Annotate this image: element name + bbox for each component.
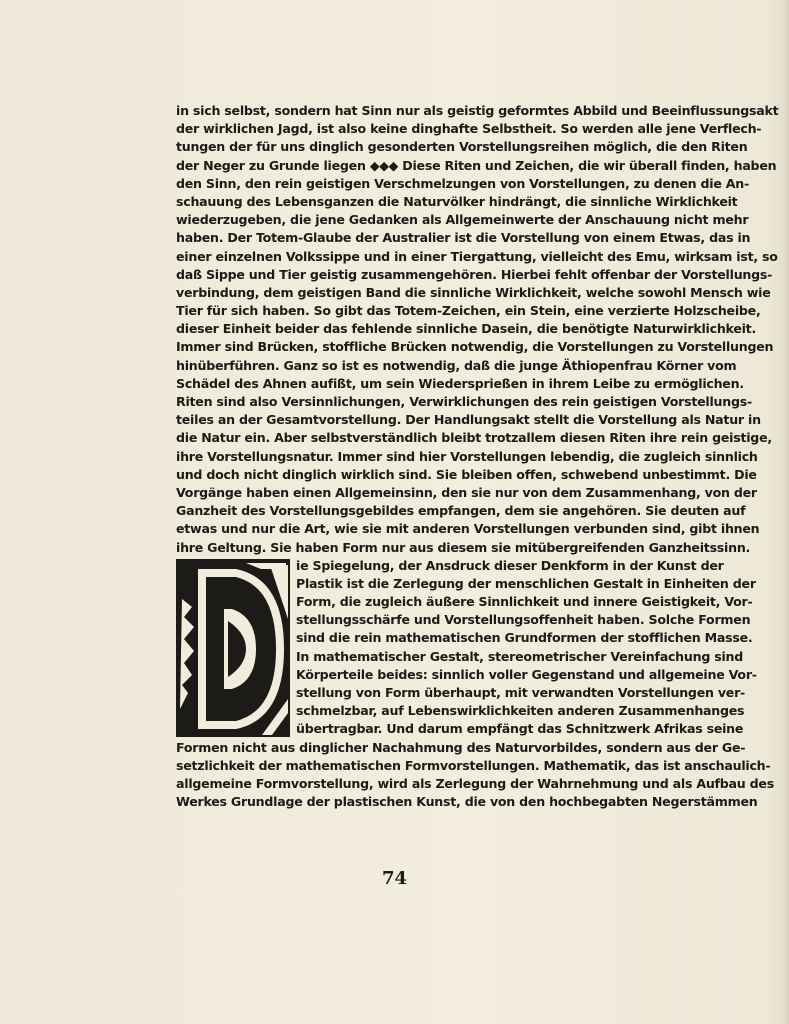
text-line: Plastik ist die Zerlegung der menschlichen Gestalt in Einheiten der (296, 575, 756, 591)
text-line: teiles an der Gesamtvorstellung. Der Handlungsakt stellt die Vorstellung als Natur in (176, 412, 761, 428)
text-line: Formen nicht aus dinglicher Nachahmung des Naturvorbildes, sondern aus der Ge- (176, 739, 746, 755)
text-line: stellung von Form überhaupt, mit verwandten Vorstellungen ver- (296, 685, 746, 700)
text-line: ihre Geltung. Sie haben Form nur aus diesem sie mitübergreifenden Ganzheitssinn. (176, 539, 751, 555)
text-line: schauung des Lebensganzen die Naturvölker hindrängt, die sinnliche Wirklichkeit (176, 193, 738, 209)
text-line: haben. Der Totem-Glaube der Australier ist die Vorstellung von einem Etwas, das in (176, 230, 751, 246)
text-line: sind die rein mathematischen Grundformen der stofflichen Masse. (296, 630, 753, 646)
text-line: dieser Einheit beider das fehlende sinnliche Dasein, die benötigte Naturwirklichkeit. (176, 321, 756, 337)
text-line: übertragbar. Und darum empfängt das Schnitzwerk Afrikas seine (296, 721, 744, 737)
text-line: Werkes Grundlage der plastischen Kunst, die von den hochbegabten Negerstämmen (176, 794, 758, 810)
woodcut-initial-d (176, 559, 290, 737)
text-line: den Sinn, den rein geistigen Verschmelzungen von Vorstellungen, zu denen die An- (176, 175, 749, 191)
text-line: wiederzugeben, die jene Gedanken als Allgemeinwerte der Anschauung nicht mehr (176, 212, 749, 228)
text-line: der Neger zu Grunde liegen ◆◆◆ Diese Riten und Zeichen, die wir überall finden, haben (176, 157, 777, 173)
text-line: Form, die zugleich äußere Sinnlichkeit und innere Geistigkeit, Vor- (296, 594, 753, 610)
dropcap-section (176, 557, 757, 739)
text-line: in sich selbst, sondern hat Sinn nur als geistig geformtes Abbild und Beeinflussungsakt (176, 103, 779, 118)
body-text (176, 102, 779, 811)
text-line: setzlichkeit der mathematischen Formvorstellungen. Mathematik, das ist anschaulich- (176, 757, 771, 773)
text-line: Schädel des Ahnen aufißt, um sein Wiedersprießen in ihrem Leibe zu ermöglichen. (176, 375, 744, 391)
text-line: einer einzelnen Volkssippe und in einer Tiergattung, vielleicht des Emu, wirksam ist, so (176, 248, 778, 264)
bottom-paragraph (176, 739, 774, 812)
text-line: Vorgänge haben einen Allgemeinsinn, den sie nur von dem Zusammenhang, von der (176, 484, 757, 500)
text-line: die Natur ein. Aber selbstverständlich bleibt trotzallem diesen Riten ihre rein geistige, (176, 430, 772, 446)
text-line: allgemeine Formvorstellung, wird als Zerlegung der Wahrnehmung und als Aufbau des (176, 776, 774, 792)
text-line: schmelzbar, auf Lebenswirklichkeiten anderen Zusammenhanges (296, 703, 745, 719)
text-line: Körperteile beides: sinnlich voller Gegenstand und allgemeine Vor- (296, 666, 757, 682)
text-line: daß Sippe und Tier geistig zusammengehören. Hierbei fehlt offenbar der Vorstellungs- (176, 266, 773, 282)
page-number: 74 (381, 868, 408, 889)
text-line: Riten sind also Versinnlichungen, Verwirklichungen des rein geistigen Vorstellungs- (176, 394, 752, 409)
text-line: der wirklichen Jagd, ist also keine dinghafte Selbstheit. So werden alle jene Verflech- (176, 121, 762, 137)
text-line: hinüberführen. Ganz so ist es notwendig, daß die junge Äthiopenfrau Körner vom (176, 357, 737, 373)
text-line: verbindung, dem geistigen Band die sinnliche Wirklichkeit, welche sowohl Mensch wie (176, 284, 771, 300)
text-line: ihre Vorstellungsnatur. Immer sind hier Vorstellungen lebendig, die zugleich sinnlich (176, 448, 758, 464)
text-line: Tier für sich haben. So gibt das Totem-Zeichen, ein Stein, eine verzierte Holzscheibe, (176, 303, 761, 319)
text-line: tungen der für uns dinglich gesonderten Vorstellungsreihen möglich, die den Riten (176, 139, 748, 155)
text-line: In mathematischer Gestalt, stereometrischer Vereinfachung sind (296, 648, 744, 664)
top-paragraph (176, 102, 779, 557)
text-line: ie Spiegelung, der Ansdruck dieser Denkform in der Kunst der (296, 557, 724, 573)
text-line: und doch nicht dinglich wirklich sind. Sie bleiben offen, schwebend unbestimmt. Die (176, 466, 757, 482)
text-line: Ganzheit des Vorstellungsgebildes empfangen, dem sie angehören. Sie deuten auf (176, 503, 746, 519)
text-line: etwas und nur die Art, wie sie mit anderen Vorstellungen verbunden sind, gibt ihnen (176, 521, 760, 537)
text-line: stellungsschärfe und Vorstellungsoffenheit haben. Solche Formen (296, 612, 751, 628)
dropcap-paragraph (296, 557, 757, 739)
text-line: Immer sind Brücken, stoffliche Brücken notwendig, die Vorstellungen zu Vorstellungen (176, 339, 774, 355)
